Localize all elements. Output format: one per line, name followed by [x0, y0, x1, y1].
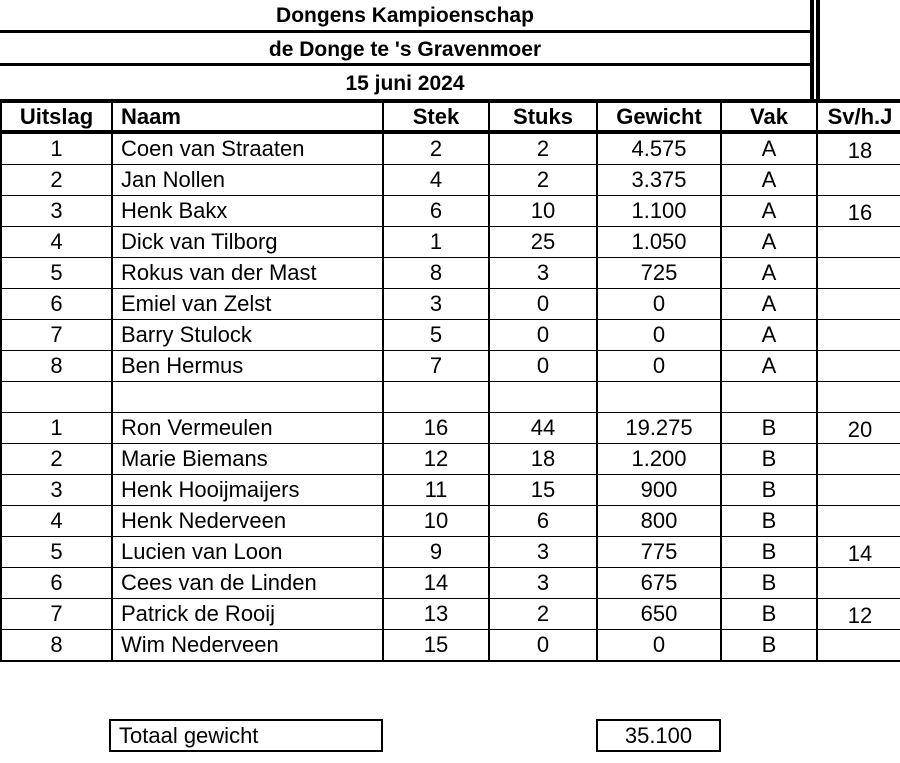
table-row — [1, 413, 900, 444]
header-divider — [816, 0, 820, 101]
table-row — [1, 568, 900, 599]
header-row — [1, 101, 900, 132]
cell-svhj — [817, 320, 900, 351]
table-row — [1, 506, 900, 537]
table-row — [1, 289, 900, 320]
cell-uitslag: 5 — [1, 258, 112, 289]
cell-uitslag: 5 — [1, 537, 112, 568]
cell-vak: A — [721, 258, 817, 289]
cell-uitslag: 3 — [1, 475, 112, 506]
cell-gewicht: 675 — [597, 568, 721, 599]
cell-vak — [721, 382, 817, 413]
cell-stuks: 0 — [489, 289, 597, 320]
cell-naam: Cees van de Linden — [112, 568, 383, 599]
cell-naam: Jan Nollen — [112, 165, 383, 196]
cell-uitslag: 4 — [1, 506, 112, 537]
cell-stek: 1 — [383, 227, 489, 258]
col-svhj: Sv/h.J — [817, 101, 900, 132]
cell-naam: Henk Bakx — [112, 196, 383, 227]
cell-stek: 14 — [383, 568, 489, 599]
cell-naam: Dick van Tilborg — [112, 227, 383, 258]
cell-uitslag: 8 — [1, 351, 112, 382]
table-row — [1, 132, 900, 165]
cell-svhj — [817, 227, 900, 258]
cell-gewicht: 1.050 — [597, 227, 721, 258]
cell-vak: A — [721, 227, 817, 258]
cell-gewicht: 0 — [597, 289, 721, 320]
cell-uitslag: 2 — [1, 444, 112, 475]
cell-vak: A — [721, 132, 817, 165]
cell-svhj: 12 — [817, 599, 900, 630]
cell-uitslag: 3 — [1, 196, 112, 227]
cell-svhj — [817, 258, 900, 289]
cell-naam: Rokus van der Mast — [112, 258, 383, 289]
cell-stuks: 44 — [489, 413, 597, 444]
cell-stek: 12 — [383, 444, 489, 475]
cell-naam: Wim Nederveen — [112, 630, 383, 662]
table-row — [1, 320, 900, 351]
table-row — [1, 444, 900, 475]
cell-naam: Emiel van Zelst — [112, 289, 383, 320]
table-row — [1, 351, 900, 382]
cell-svhj: 16 — [817, 196, 900, 227]
cell-gewicht: 19.275 — [597, 413, 721, 444]
cell-stuks: 6 — [489, 506, 597, 537]
cell-uitslag: 8 — [1, 630, 112, 662]
cell-svhj — [817, 506, 900, 537]
cell-stek: 7 — [383, 351, 489, 382]
cell-vak: A — [721, 165, 817, 196]
cell-stek: 6 — [383, 196, 489, 227]
cell-svhj — [817, 475, 900, 506]
cell-stuks: 2 — [489, 599, 597, 630]
cell-svhj: 14 — [817, 537, 900, 568]
table-row — [1, 537, 900, 568]
table-row — [1, 196, 900, 227]
cell-stek: 15 — [383, 630, 489, 662]
table-row — [1, 475, 900, 506]
cell-naam: Henk Nederveen — [112, 506, 383, 537]
cell-stuks: 3 — [489, 568, 597, 599]
cell-gewicht — [597, 382, 721, 413]
col-uitslag: Uitslag — [1, 101, 112, 132]
cell-naam: Henk Hooijmaijers — [112, 475, 383, 506]
cell-gewicht: 0 — [597, 320, 721, 351]
cell-gewicht: 650 — [597, 599, 721, 630]
cell-gewicht: 3.375 — [597, 165, 721, 196]
cell-stek: 2 — [383, 132, 489, 165]
cell-vak: B — [721, 568, 817, 599]
cell-uitslag: 4 — [1, 227, 112, 258]
cell-gewicht: 800 — [597, 506, 721, 537]
cell-naam — [112, 382, 383, 413]
cell-naam: Barry Stulock — [112, 320, 383, 351]
cell-stuks: 0 — [489, 351, 597, 382]
cell-vak: A — [721, 196, 817, 227]
cell-stek — [383, 382, 489, 413]
cell-stuks: 0 — [489, 630, 597, 662]
cell-vak: A — [721, 351, 817, 382]
cell-uitslag: 1 — [1, 413, 112, 444]
cell-stuks — [489, 382, 597, 413]
cell-naam: Coen van Straaten — [112, 132, 383, 165]
cell-naam: Patrick de Rooij — [112, 599, 383, 630]
col-gewicht: Gewicht — [597, 101, 721, 132]
cell-vak: A — [721, 289, 817, 320]
cell-svhj: 18 — [817, 132, 900, 165]
cell-stek: 10 — [383, 506, 489, 537]
cell-stek: 5 — [383, 320, 489, 351]
cell-gewicht: 1.200 — [597, 444, 721, 475]
cell-uitslag: 6 — [1, 568, 112, 599]
cell-svhj — [817, 165, 900, 196]
table-row — [1, 630, 900, 662]
cell-stuks: 2 — [489, 132, 597, 165]
cell-gewicht: 900 — [597, 475, 721, 506]
cell-uitslag: 7 — [1, 599, 112, 630]
cell-svhj — [817, 444, 900, 475]
cell-uitslag: 1 — [1, 132, 112, 165]
col-vak: Vak — [721, 101, 817, 132]
cell-gewicht: 1.100 — [597, 196, 721, 227]
cell-naam: Lucien van Loon — [112, 537, 383, 568]
cell-vak: B — [721, 413, 817, 444]
cell-vak: B — [721, 537, 817, 568]
results-table — [0, 99, 900, 662]
cell-stuks: 0 — [489, 320, 597, 351]
col-naam: Naam — [112, 101, 383, 132]
competition-date: 15 juni 2024 — [0, 63, 814, 99]
cell-gewicht: 0 — [597, 630, 721, 662]
cell-vak: B — [721, 599, 817, 630]
competition-location: de Donge te 's Gravenmoer — [0, 30, 814, 63]
cell-naam: Ben Hermus — [112, 351, 383, 382]
cell-svhj — [817, 568, 900, 599]
cell-vak: B — [721, 475, 817, 506]
cell-vak: B — [721, 630, 817, 662]
cell-svhj — [817, 630, 900, 662]
cell-naam: Marie Biemans — [112, 444, 383, 475]
competition-title: Dongens Kampioenschap — [0, 0, 814, 30]
cell-vak: A — [721, 320, 817, 351]
cell-uitslag: 6 — [1, 289, 112, 320]
total-weight-label: Totaal gewicht — [109, 719, 383, 752]
cell-stuks: 2 — [489, 165, 597, 196]
cell-stuks: 3 — [489, 258, 597, 289]
cell-naam: Ron Vermeulen — [112, 413, 383, 444]
table-row — [1, 382, 900, 413]
table-row — [1, 165, 900, 196]
col-stuks: Stuks — [489, 101, 597, 132]
cell-uitslag — [1, 382, 112, 413]
col-stek: Stek — [383, 101, 489, 132]
cell-uitslag: 7 — [1, 320, 112, 351]
cell-stuks: 25 — [489, 227, 597, 258]
cell-stuks: 3 — [489, 537, 597, 568]
cell-vak: B — [721, 506, 817, 537]
cell-stuks: 10 — [489, 196, 597, 227]
cell-gewicht: 4.575 — [597, 132, 721, 165]
cell-svhj: 20 — [817, 413, 900, 444]
table-row — [1, 227, 900, 258]
cell-stuks: 15 — [489, 475, 597, 506]
cell-stek: 3 — [383, 289, 489, 320]
table-row — [1, 599, 900, 630]
cell-stek: 4 — [383, 165, 489, 196]
cell-vak: B — [721, 444, 817, 475]
cell-svhj — [817, 351, 900, 382]
cell-stek: 13 — [383, 599, 489, 630]
cell-gewicht: 0 — [597, 351, 721, 382]
cell-stek: 11 — [383, 475, 489, 506]
cell-gewicht: 775 — [597, 537, 721, 568]
cell-svhj — [817, 289, 900, 320]
cell-stek: 16 — [383, 413, 489, 444]
cell-stek: 8 — [383, 258, 489, 289]
table-row — [1, 258, 900, 289]
cell-gewicht: 725 — [597, 258, 721, 289]
cell-uitslag: 2 — [1, 165, 112, 196]
cell-stek: 9 — [383, 537, 489, 568]
cell-svhj — [817, 382, 900, 413]
total-weight-value: 35.100 — [596, 719, 721, 752]
cell-stuks: 18 — [489, 444, 597, 475]
